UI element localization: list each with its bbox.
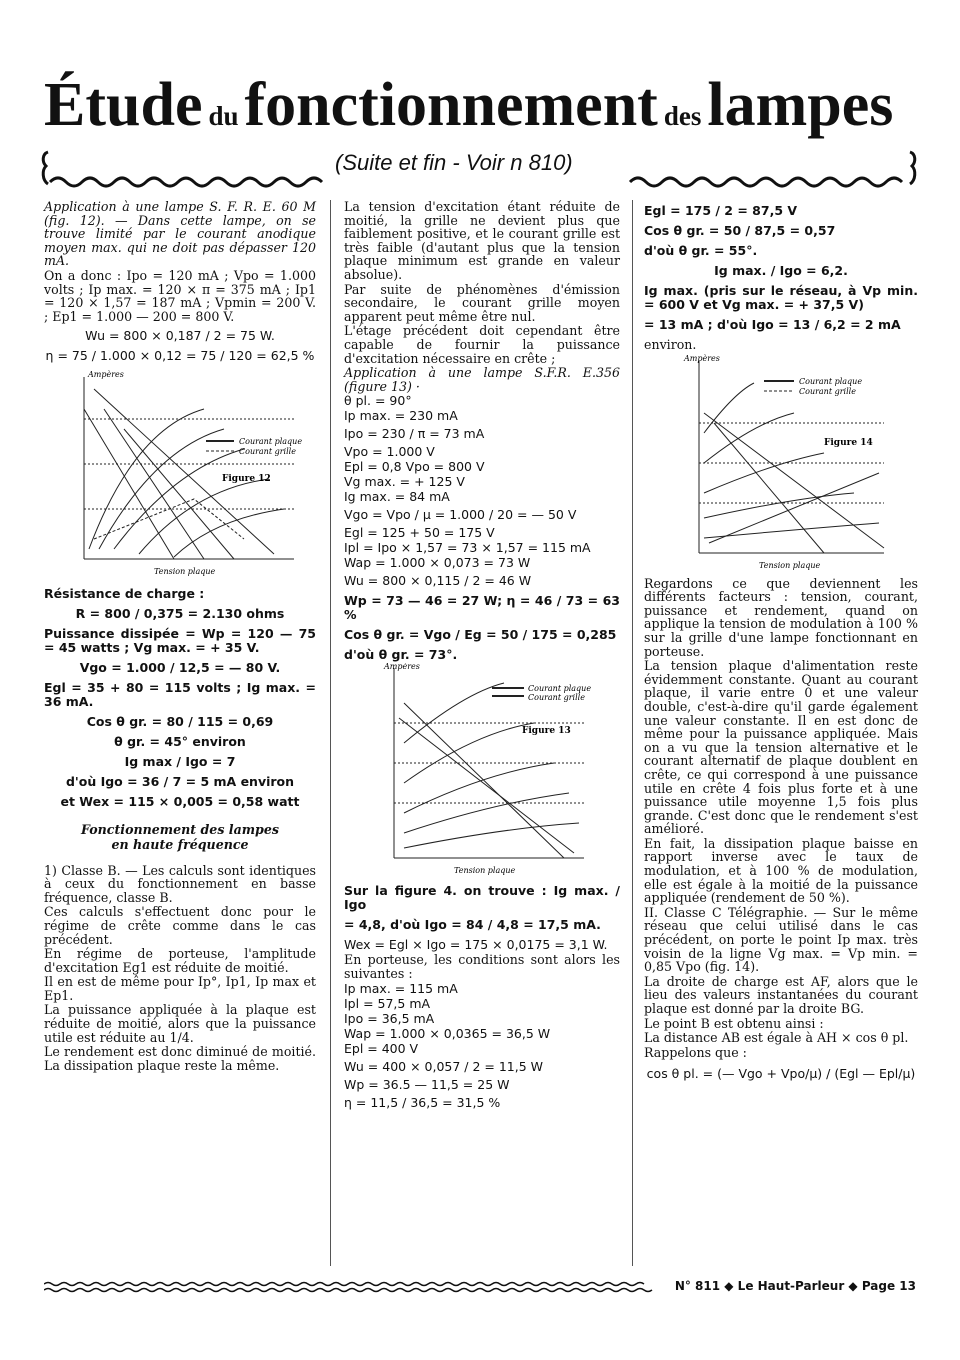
equation: = 13 mA ; d'où Igo = 13 / 6,2 = 2 mA	[644, 317, 901, 332]
paragraph: Il en est de même pour Ip°, Ip1, Ip max et Ep1.	[44, 974, 316, 1003]
paragraph: environ.	[644, 337, 697, 352]
paragraph: La distance AB est égale à AH × cos θ pl.	[644, 1030, 909, 1046]
paragraph: La tension d'excitation étant réduite de moitié, la grille ne devient plus que faiblement positive, et le courant grille est très faible (d'autant plus que la tension plaque minimum est grande en valeur absolue).	[344, 199, 620, 282]
paragraph: La tension plaque d'alimentation reste évidemment constante. Quant au courant plaque, il varie entre 0 et une valeur double, c'est-à-dire qu'il garde également une valeur constante. Il en est donc de même pour la puissance appliquée. Mais on a vu que la tension alternative et le courant alternatif de plaque doublent en crête, ce qui correspond à une puissance utile en crête 4 fois plus forte et à une puissance utile moyenne 1,5 fois plus grande. C'est donc que le rendement s'est amélioré.	[644, 658, 918, 837]
article-title	[44, 70, 924, 140]
equation: Vgo = 1.000 / 12,5 = — 80 V.	[79, 660, 281, 676]
paragraph: Le point B est obtenu ainsi :	[644, 1015, 824, 1031]
paragraph: Le rendement est donc diminué de moitié. La dissipation plaque reste la même.	[44, 1044, 316, 1073]
equation: Ip max. = 230 mA	[344, 408, 458, 424]
equation: Cos θ gr. = 50 / 87,5 = 0,57	[644, 223, 836, 238]
equation: Vpo = 1.000 V	[344, 444, 435, 460]
paragraph: On a donc : Ipo = 120 mA ; Vpo = 1.000 volts ; Ip max. = 120 × π = 375 mA ; Ip1 = 120 × 1,57 = 187 mA ; Vpmin = 200 V. ; Ep1 = 1.000 — 200 = 800 V.	[44, 267, 316, 324]
equation: Egl = 35 + 80 = 115 volts ; Ig max. = 36 mA.	[44, 680, 316, 710]
paragraph: Application à une lampe S.F.R. E.356 (figure 13) ·	[344, 365, 620, 394]
figure-label: Figure 14	[824, 437, 873, 448]
equation: d'où θ gr. = 73°.	[344, 647, 458, 663]
paragraph: En fait, la dissipation plaque baisse en rapport inverse avec le taux de modulation, et à 100 % de modulation, elle est égale à la moitié de la puissance appliquée (rendement de 50 %).	[644, 835, 918, 906]
paragraph: Ces calculs s'effectuent donc pour le régime de crête comme dans le cas précédent.	[44, 904, 316, 947]
equation: Wex = Egl × Igo = 175 × 0,0175 = 3,1 W.	[344, 937, 608, 953]
figure-13-chart	[344, 663, 620, 878]
paragraph: En porteuse, les conditions sont alors les suivantes :	[344, 952, 620, 981]
paragraph: L'étage précédent doit cependant être capable de fournir la puissance d'excitation nécessaire en crête ;	[344, 323, 620, 366]
equation: Vg max. = + 125 V	[344, 474, 465, 490]
equation: Wp = 73 — 46 = 27 W; η = 46 / 73 = 63 %	[344, 593, 620, 623]
page-footer: N° 811 ◆ Le Haut-Parleur ◆ Page 13	[669, 1279, 916, 1293]
equation: Ipl = Ipo × 1,57 = 73 × 1,57 = 115 mA	[344, 540, 591, 556]
equation: Wu = 800 × 0,115 / 2 = 46 W	[344, 573, 532, 589]
equation: Ig max / Igo = 7	[124, 754, 236, 770]
section-label: Résistance de charge :	[44, 586, 205, 602]
equation: Ip max. = 115 mA	[344, 980, 458, 996]
equation: η = 75 / 1.000 × 0,12 = 75 / 120 = 62,5 %	[45, 348, 315, 364]
axis-title: Tension plaque	[154, 567, 216, 577]
column-3	[644, 200, 918, 1089]
equation: Ig max. (pris sur le réseau, à Vp min. = 600 V et Vg max. = + 37,5 V)	[644, 283, 918, 312]
equation: R = 800 / 0,375 = 2.130 ohms	[75, 606, 285, 622]
equation: = 4,8, d'où Igo = 84 / 4,8 = 17,5 mA.	[344, 917, 601, 933]
equation: Vgo = Vpo / μ = 1.000 / 20 = — 50 V	[344, 507, 577, 523]
equation: θ pl. = 90°	[344, 393, 412, 409]
figure-14-chart	[644, 353, 918, 573]
equation: Egl = 175 / 2 = 87,5 V	[644, 203, 798, 218]
axis-title: Ampères	[684, 353, 720, 363]
legend-label: Courant grille	[799, 386, 856, 396]
equation: η = 11,5 / 36,5 = 31,5 %	[344, 1094, 501, 1110]
equation: Wap = 1.000 × 0,0365 = 36,5 W	[344, 1025, 551, 1041]
legend-label: Courant plaque	[528, 684, 592, 694]
equation: d'où θ gr. = 55°.	[644, 243, 758, 258]
title-word: Étude	[44, 71, 203, 139]
section-heading: en haute fréquence	[111, 836, 249, 852]
equation: Wp = 36.5 — 11,5 = 25 W	[344, 1076, 510, 1092]
legend-label: Courant grille	[239, 447, 296, 457]
decorative-wave-left	[40, 150, 330, 190]
equation: Ipo = 36,5 mA	[344, 1010, 435, 1026]
section-heading: Fonctionnement des lampes	[81, 822, 279, 838]
paragraph: En régime de porteuse, l'amplitude d'excitation Eg1 est réduite de moitié.	[44, 946, 316, 975]
equation: d'où Igo = 36 / 7 = 5 mA environ	[65, 774, 295, 790]
article-subtitle: (Suite et fin - Voir n 810)	[335, 150, 573, 175]
equation: Ipo = 230 / π = 73 mA	[344, 426, 485, 442]
paragraph: 1) Classe B. — Les calculs sont identiques à ceux du fonctionnement en basse fréquence, classe B.	[44, 862, 316, 905]
equation: Ig max. / Igo = 6,2.	[714, 263, 848, 278]
axis-title: Ampères	[88, 370, 124, 380]
paragraph: Regardons ce que deviennent les différents facteurs : tension, courant, puissance et rendement, quand on applique la tension de modulation à 100 % sur la grille d'une lampe fonctionnant en porteuse.	[644, 575, 918, 659]
legend-label: Courant plaque	[239, 437, 303, 447]
column-2	[344, 200, 620, 1114]
column-divider	[330, 200, 331, 1266]
equation: Egl = 125 + 50 = 175 V	[344, 525, 495, 541]
column-1	[44, 200, 316, 1073]
figure-label: Figure 13	[522, 726, 571, 737]
title-word: fonctionnement	[244, 71, 658, 139]
title-word: des	[663, 101, 702, 131]
equation: Epl = 400 V	[344, 1040, 419, 1056]
paragraph: II. Classe C Télégraphie. — Sur le même réseau que celui utilisé dans le cas précédent, on porte le point Ip max. très voisin de la ligne Vg max. = Vp min. = 0,85 Vpo (fig. 14).	[644, 904, 918, 975]
equation: Cos θ gr. = 80 / 115 = 0,69	[86, 714, 274, 730]
equation: Cos θ gr. = Vgo / Eg = 50 / 175 = 0,285	[344, 627, 617, 643]
equation: et Wex = 115 × 0,005 = 0,58 watt	[60, 794, 300, 810]
axis-title: Tension plaque	[454, 866, 516, 876]
equation: Wu = 400 × 0,057 / 2 = 11,5 W	[344, 1058, 544, 1074]
decorative-wave-right	[626, 150, 920, 190]
axis-title: Tension plaque	[759, 560, 821, 570]
equation: Epl = 0,8 Vpo = 800 V	[344, 459, 485, 475]
equation: Puissance dissipée = Wp = 120 — 75 = 45 watts ; Vg max. = + 35 V.	[44, 626, 316, 656]
equation: cos θ pl. = (— Vgo + Vpo/μ) / (Egl — Epl/μ)	[646, 1066, 916, 1082]
figure-label: Figure 12	[222, 474, 271, 485]
paragraph: La puissance appliquée à la plaque est réduite de moitié, alors que la puissance utile est réduite au 1/4.	[44, 1002, 316, 1045]
column-divider	[632, 200, 633, 1266]
paragraph: Rappelons que :	[644, 1044, 747, 1060]
paragraph: La droite de charge est AF, alors que le lieu des valeurs instantanées du courant plaque est donné par la droite BG.	[644, 973, 918, 1016]
equation: Ipl = 57,5 mA	[344, 995, 431, 1011]
equation: Wu = 800 × 0,187 / 2 = 75 W.	[85, 328, 275, 344]
equation: Ig max. = 84 mA	[344, 489, 450, 505]
equation: Wap = 1.000 × 0,073 = 73 W	[344, 555, 531, 571]
equation: θ gr. = 45° environ	[114, 734, 246, 750]
paragraph: Par suite de phénomènes d'émission secondaire, le courant grille moyen apparent peut même être nul.	[344, 281, 620, 324]
figure-12-chart	[44, 369, 316, 579]
legend-label: Courant plaque	[799, 376, 863, 386]
equation: Sur la figure 4. on trouve : Ig max. / Igo	[344, 883, 620, 913]
title-word: du	[208, 101, 239, 131]
axis-title: Ampères	[384, 663, 420, 672]
title-word: lampes	[707, 71, 894, 139]
paragraph: Application à une lampe S. F. R. E. 60 M (fig. 12). — Dans cette lampe, on se trouve limité par le courant anodique moyen max. qui ne doit pas dépasser 120 mA.	[44, 199, 316, 269]
legend-label: Courant grille	[528, 693, 585, 703]
